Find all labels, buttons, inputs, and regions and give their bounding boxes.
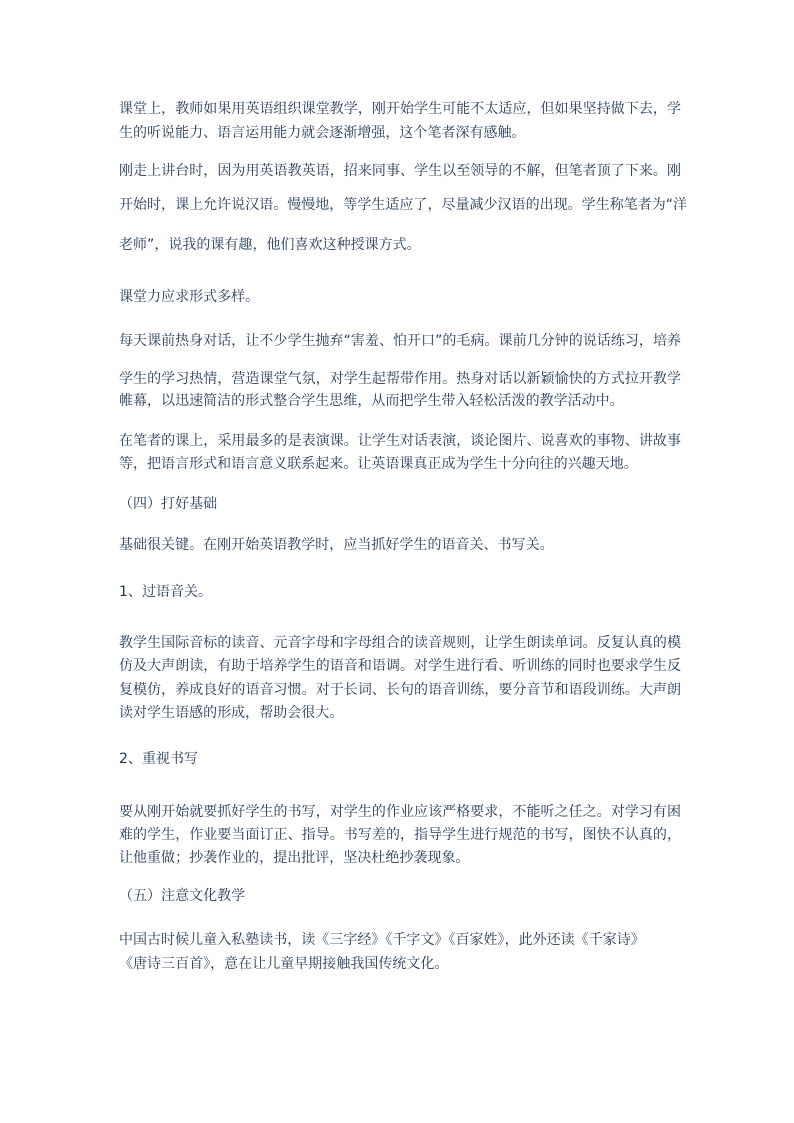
text-line: 帷幕，以迅速简洁的形式整合学生思维，从而把学生带入轻松活泼的教学活动中。: [119, 393, 624, 409]
subsection-heading: 2、重视书写: [119, 751, 199, 767]
text-line: 仿及大声朗读，有助于培养学生的语音和语调。对学生进行看、听训练的同时也要求学生反: [119, 658, 681, 674]
text-line: 基础很关键。在刚开始英语教学时，应当抓好学生的语音关、书写关。: [119, 537, 554, 553]
text-line: 学生的学习热情，营造课堂气氛，对学生起帮带作用。热身对话以新颖愉快的方式拉开教学: [119, 371, 681, 387]
text-line: 开始时，课上允许说汉语。慢慢地，等学生适应了，尽量减少汉语的出现。学生称笔者为“洋: [119, 197, 688, 213]
text-line: 教学生国际音标的读音、元音字母和字母组合的读音规则，让学生朗读单词。反复认真的模: [119, 635, 681, 651]
text-line: 生的听说能力、语言运用能力就会逐渐增强，这个笔者深有感触。: [119, 125, 526, 141]
text-line: 《唐诗三百首》，意在让儿童早期接触我国传统文化。: [119, 956, 449, 972]
text-line: 每天课前热身对话，让不少学生抛弃“害羞、怕开口”的毛病。课前几分钟的说话练习，培养: [119, 333, 681, 349]
text-line: 在笔者的课上，采用最多的是表演课。让学生对话表演，谈论图片、说喜欢的事物、讲故事: [119, 433, 681, 449]
text-line: 让他重做；抄袭作业的，提出批评，坚决杜绝抄袭现象。: [119, 850, 470, 866]
text-line: 课堂力应求形式多样。: [119, 289, 260, 305]
text-line: 要从刚开始就要抓好学生的书写，对学生的作业应该严格要求，不能听之任之。对学习有困: [119, 804, 681, 820]
text-line: 中国古时候儿童入私塾读书，读《三字经》《千字文》《百家姓》，此外还读《千家诗》: [119, 932, 645, 948]
text-line: 刚走上讲台时，因为用英语教英语，招来同事、学生以至领导的不解，但笔者顶了下来。刚: [119, 163, 681, 179]
section-heading: （五）注意文化教学: [119, 888, 246, 904]
text-line: 等，把语言形式和语言意义联系起来。让英语课真正成为学生十分向往的兴趣天地。: [119, 456, 638, 472]
subsection-heading: 1、过语音关。: [119, 584, 213, 600]
text-line: 老师”，说我的课有趣，他们喜欢这种授课方式。: [119, 237, 421, 253]
text-line: 难的学生，作业要当面订正、指导。书写差的，指导学生进行规范的书写，图快不认真的，: [119, 827, 681, 843]
text-line: 复模仿，养成良好的语音习惯。对于长词、长句的语音训练，要分音节和语段训练。大声朗: [119, 682, 681, 698]
text-line: 读对学生语感的形成，帮助会很大。: [119, 705, 344, 721]
text-line: 课堂上，教师如果用英语组织课堂教学，刚开始学生可能不太适应，但如果坚持做下去，学: [119, 101, 681, 117]
section-heading: （四）打好基础: [119, 496, 218, 512]
